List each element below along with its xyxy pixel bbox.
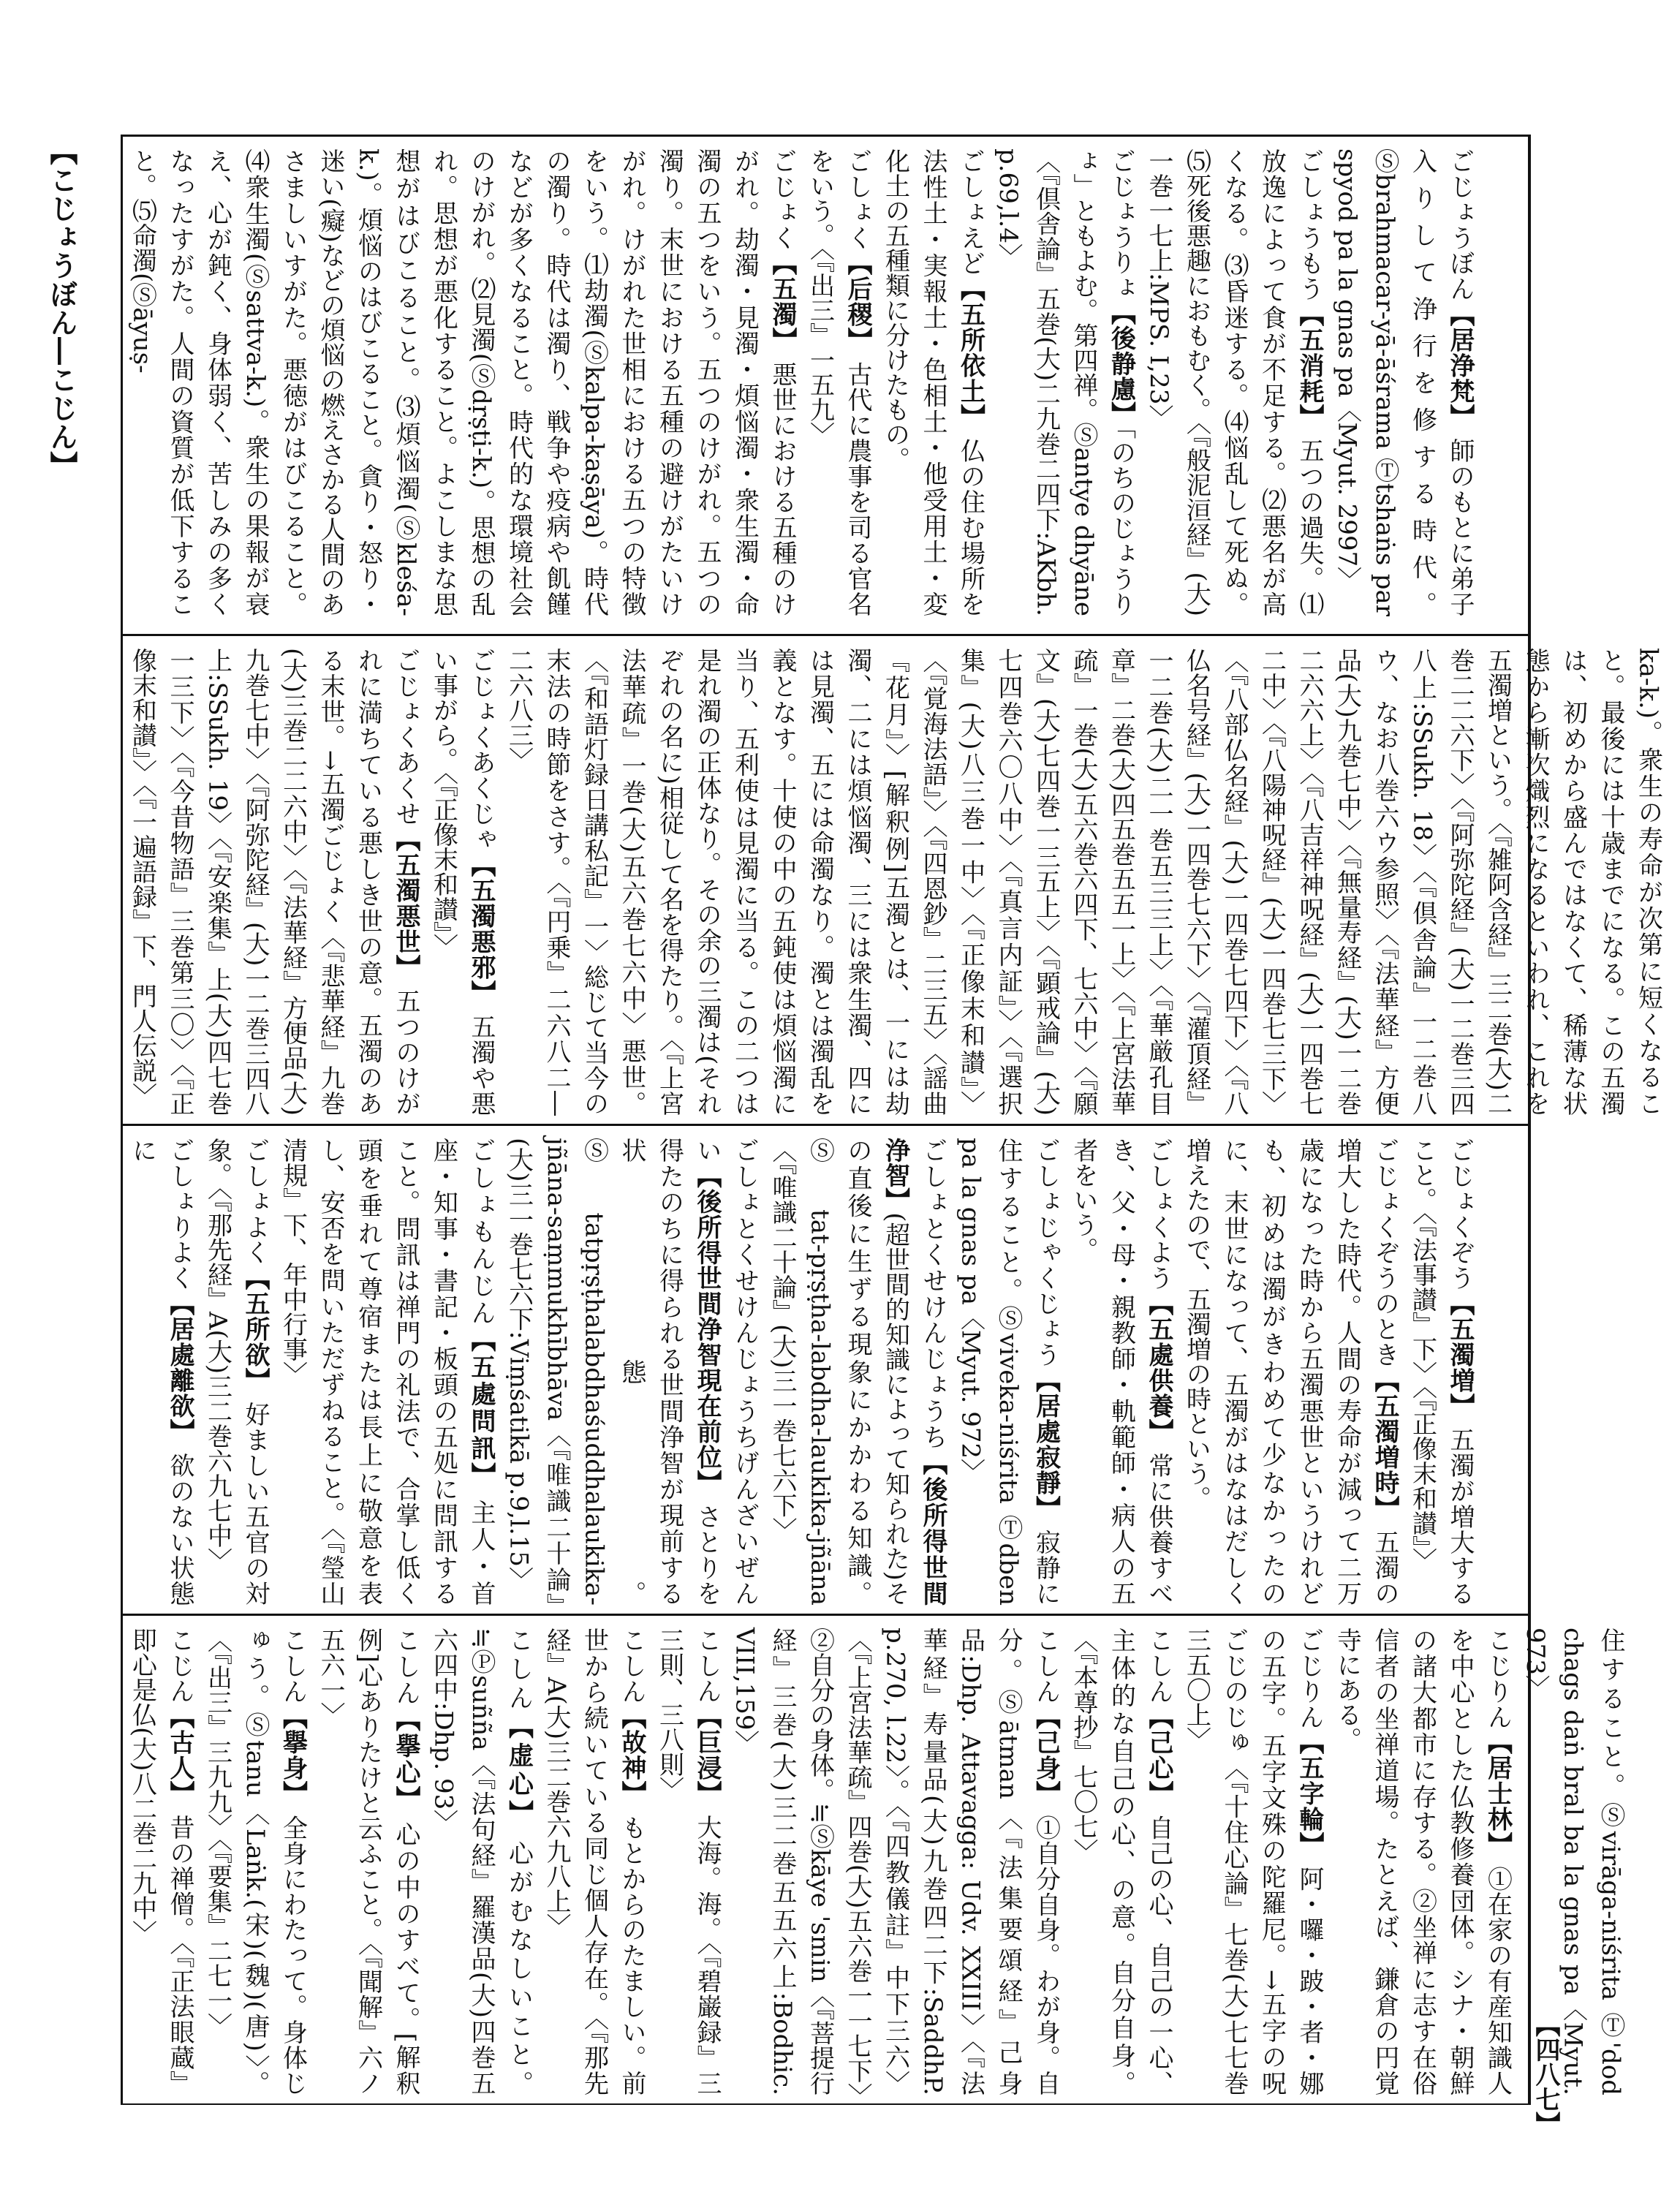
entry-kanji: 【擧心】 <box>391 1706 420 1812</box>
entry-kanji: 【居浄梵】 <box>1445 301 1475 430</box>
dictionary-entry <box>123 1627 198 2095</box>
entry-headword: ごじょくあくせ <box>391 648 420 827</box>
dictionary-entry <box>989 148 1140 616</box>
page-number: 【四八七】 <box>1531 2012 1560 2136</box>
entry-headword: ごしょよく <box>241 1138 270 1266</box>
entry-kanji: 【后稷】 <box>843 250 872 353</box>
entry-kanji: 【五所依土】 <box>956 276 985 430</box>
entry-body: 阿・囉・跛・者・娜の五字。五字文殊の陀羅尼。→五字の呪ごじのじゅ〈『十住心論』七巻(大)七七巻三五〇上〉 <box>1181 1627 1324 2096</box>
entry-kanji: 【五處供養】 <box>1144 1290 1173 1445</box>
entry-headword: ごじょくぞうのとき <box>1370 1138 1399 1368</box>
dictionary-entry <box>951 1138 1064 1606</box>
entry-body: 五つのけがれに満ちている悪しき世の意。五濁のある末世。→五濁ごじょく〈『悲華経』九巻(大)三巻二二六中〉〈『法華経』方便品(大)九巻七中〉〈『阿弥陀経』(大)一二巻三四八上:SSukh. 19〉〈『安楽集』上(大)四七巻一三下〉〈『今昔物語』三巻第三〇〉〈『正像末和讃』〉〈『一遍語録』下、門人伝説〉 <box>127 648 420 1116</box>
entry-headword: ごじょくあくじゃ <box>466 648 496 852</box>
entry-kanji: 【後静慮】 <box>1106 300 1136 427</box>
entry-kanji: 【五濁】 <box>768 250 797 353</box>
entry-body: 心がむなしいこと。≒Ⓟsuñña〈『法句経』羅漢品(大)四巻五六四中:Dhp. 93〉 <box>428 1627 534 2096</box>
entry-kanji: 【五所欲】 <box>241 1265 270 1394</box>
entry-kanji: 【擧身】 <box>278 1704 308 1807</box>
dictionary-entry <box>725 1627 1064 2095</box>
entry-headword: こしん <box>504 1627 534 1714</box>
entry-body: さとりを得たのちに得られる世間浄智が現前する状態。Ⓢtatpṛṣṭhalabdhaśuddhalaukika-jñāna-saṃmukhībhāva〈『唯識二十論』(大)三一巻七六下:Viṃśatikā p.9,l.15〉 <box>504 1138 722 1606</box>
dictionary-entry <box>1064 1627 1178 2095</box>
entry-body: 仏の住む場所を法性土・実報土・色相土・他受用土・変化土の五種類に分けたもの。 <box>880 148 985 617</box>
entry-kanji: 【巨浸】 <box>692 1704 722 1807</box>
entry-body: 悪世における五種のけがれ。劫濁・見濁・煩悩濁・衆生濁・命濁の五つをいう。五つのけがれ。五つの濁り。末世における五種の避けがたいけがれ。けがれた世相における五つの特徴をいう。⑴劫濁(Ⓢkalpa-kaṣāya)。時代の濁り。時代は濁り、戦争や疫病や飢饉などが多くなること。時代的な環境社会のけがれ。⑵見濁(Ⓢdṛṣṭi-k.)。思想の乱れ。思想が悪化すること。よこしまな思想がはびこること。⑶煩悩濁(Ⓢkleśa-k.)。煩悩のはびこること。貪り・怒り・迷い(癡)などの煩悩の燃えさかる人間のあさましいすがた。悪徳がはびこること。⑷衆生濁(Ⓢsattva-k.)。衆生の果報が衰え、心が鈍く、身体弱く、苦しみの多くなったすがた。人間の資質が低下すること。⑸命濁(Ⓢāyuṣ- <box>127 148 797 617</box>
entry-body: 欲のない状態に <box>127 1138 194 1606</box>
entry-headword: こじりん <box>1483 1627 1513 1730</box>
entry-body: 師のもとに弟子入りして浄行を修する時代。Ⓢbrahmacar-yā-āśrama Ⓣtshaṅs par spyod pa la gnas pa〈Myut. 2997〉 <box>1332 148 1475 617</box>
entry-body: (超世間的知識によって知られた)その直後に生ずる現象にかかわる知識。Ⓢtat-pṛṣṭha-labdha-laukika-jñāna〈『唯識二十論』(大)三一巻七六下〉 <box>768 1138 910 1606</box>
entry-body: もとからのたましい。前世から続いている同じ個人存在。〈『那先経』A(大)三二巻六九八上〉 <box>542 1627 646 2096</box>
dictionary-entry <box>499 1138 763 1606</box>
dictionary-entry <box>123 648 424 1116</box>
entry-body: 五濁が増大すること。〈『法事讃』下〉〈『正像末和讃』〉 <box>1407 1138 1475 1606</box>
running-head: 【こじょうぼん―こじん】 <box>45 137 78 480</box>
text-section-1 <box>123 137 1528 622</box>
entry-body: 常に供養すべき、父・母・親教師・軌範師・病人の五者をいう。 <box>1069 1138 1173 1606</box>
dictionary-entry <box>1328 148 1478 616</box>
entry-kanji: 【五濁増時】 <box>1370 1367 1399 1521</box>
entry-body: 全身にわたって。身体じゅう。Ⓢtanu〈Laṅk.(宋)(魏)(唐)〉。〈『出三』三九九〉〈『要集』二七一〉 <box>203 1627 308 2096</box>
text-section-2 <box>123 634 1663 1122</box>
column-block <box>123 1126 1491 1606</box>
entry-headword: こじん <box>165 1627 194 1704</box>
entry-body: ①自分自身。わが身。自分。Ⓢātman〈『法集要頌経』己身品:Dhp. Attavagga: Udv. XXIII〉〈『法華経』寿量品(大)九巻四二下:SaddhP. p.270, l.22〉。〈『四教儀註』中下三六〉〈『上宮法華疏』四巻(大)五六巻一一七下〉②自分の身体。≒Ⓢkāye 'smin〈『菩提行経』三巻(大)三二巻五五六上:Bodhic. VIII,159〉 <box>730 1627 1061 2096</box>
column-block <box>123 137 1491 616</box>
entry-headword: こしん <box>1144 1627 1173 1704</box>
dictionary-entry <box>1403 1138 1478 1606</box>
entry-kanji: 【虚心】 <box>504 1713 534 1829</box>
dictionary-entry <box>650 1627 725 2095</box>
dictionary-entry <box>1064 1138 1178 1606</box>
entry-kanji: 【五字輪】 <box>1295 1729 1324 1858</box>
entry-body: 「のちのじょうりょ」ともよむ。第四禅。Ⓢantye dhyāne〈『倶舎論』五巻(大)二九巻二四下:AKbh. p.69,l.4〉 <box>994 148 1136 617</box>
entry-kanji: 【居處寂靜】 <box>1031 1367 1061 1521</box>
entry-kanji: 【後所得世間浄智現在前位】 <box>692 1162 722 1496</box>
entry-headword: ごしょもんじん <box>466 1138 496 1328</box>
dictionary-entry <box>123 1138 198 1606</box>
entry-continuation <box>499 648 1667 1116</box>
entry-kanji: 【五濁増】 <box>1445 1290 1475 1419</box>
dictionary-entry <box>1140 148 1328 616</box>
entry-headword: ごしょじゃくじょう <box>1031 1138 1061 1368</box>
dictionary-entry <box>198 1627 311 2095</box>
column-block <box>123 1616 1642 2095</box>
dictionary-entry <box>311 1627 425 2095</box>
dictionary-entry <box>424 1627 537 2095</box>
entry-kanji: 【五處問訊】 <box>466 1327 496 1490</box>
dictionary-entry <box>1177 1627 1328 2095</box>
dictionary-entry <box>123 148 801 616</box>
entry-headword: ごじょうりょ <box>1106 148 1136 300</box>
dictionary-entry <box>801 148 876 616</box>
entry-kanji: 【己身】 <box>1031 1704 1061 1807</box>
entry-headword: ごしょくよう <box>1144 1138 1173 1291</box>
entry-body: 好ましい五官の対象。〈『那先経』A(大)三二巻六九七中〉 <box>203 1138 270 1606</box>
entry-headword: こしん <box>692 1627 722 1704</box>
entry-headword: こしん <box>1031 1627 1061 1704</box>
entry-body: ka-k.)。衆生の寿命が次第に短くなること。最後には十歳までになる。この五濁は、初めから盛んではなくて、稀薄な状態から漸次熾烈になるといわれ、これを五濁増という。〈『雑阿含経』三二巻(大)二巻二二六下〉〈『阿弥陀経』(大)一二巻三四八上:SSukh. 18〉〈『倶舎論』一二巻八ウ、なお八巻六ウ参照〉〈『法華経』方便品(大)九巻七中〉〈『無量寿経』(大)一二巻二六六上〉〈『八吉祥神呪経』(大)一四巻七二中〉〈『八陽神呪経』(大)一四巻七三下〉〈『八部仏名経』(大)一四巻七四下〉〈『八仏名号経』(大)一四巻七六下〉〈『灌頂経』一二巻(大)二一巻五三三上〉〈『華厳孔目章』二巻(大)四五巻五五一上〉〈『上宮法華疏』一巻(大)五六巻六四下、七六中〉〈『願文』(大)七四巻一三五上〉〈『顕戒論』(大)七四巻六〇八中〉〈『真言内証』〉〈『選択集』(大)八三巻一中〉〈『正像末和讃』〉〈『覚海法語』〉〈『四恩鈔』二三五〉〈謡曲『花月』〉[解釈例]五濁とは、一には劫濁、二には煩悩濁、三には衆生濁、四には見濁、五には命濁なり。濁とは濁乱を義となす。十使の中の五鈍使は煩悩濁に当り、五利使は見濁に当る。この二つは是れ濁の正体なり。その余の三濁は(それぞれの名に)相従して名を得たり。〈『上宮法華疏』一巻(大)五六巻七六中〉悪世。〈『和語灯録日講私記』一〉総じて当今の末法の時節をさす。〈『円乗』二六八二―二六八三〉 <box>504 648 1663 1116</box>
dictionary-entry <box>876 148 989 616</box>
entry-kanji: 【古人】 <box>165 1704 194 1807</box>
entry-headword: ごじりん <box>1295 1627 1324 1730</box>
entry-body: 主人・首座・知事・書記・板頭の五処に問訊すること。問訊は禅門の礼法で、合掌し低く頭を垂れて尊宿または長上に敬意を表し、安否を問いただずねること。〈『瑩山清規』下、年中行事〉 <box>278 1138 496 1606</box>
entry-headword: ごしょく <box>843 148 872 251</box>
entry-body: 寂静に住すること。Ⓢviveka-niśrita Ⓣdben pa la gnas pa〈Myut. 972〉 <box>956 1138 1061 1606</box>
entry-body: ①在家の有産知識人を中心とした仏教修養団体。シナ・朝鮮の諸大都市に存する。②坐禅に志す在俗信者の坐禅道場。たとえば、鎌倉の円覚寺にある。 <box>1332 1627 1513 2096</box>
entry-headword: ごしょりよく <box>165 1138 194 1291</box>
entry-body: 心の中のすべて。[解釈例]心ありたけと云ふこと。〈『聞解』六ノ五六一〉 <box>316 1627 420 2096</box>
entry-kanji: 【己心】 <box>1144 1704 1173 1807</box>
text-section-3 <box>123 1124 1528 1611</box>
dictionary-entry <box>273 1138 499 1606</box>
entry-kanji: 【五濁悪邪】 <box>466 852 496 1006</box>
entry-headword: ごじょくぞう <box>1445 1138 1475 1291</box>
dictionary-entry <box>1328 1627 1516 2095</box>
entry-kanji: 【五消耗】 <box>1295 301 1324 430</box>
entry-body: 五濁の増大した時代。人間の寿命が減って二万歳になった時から五濁悪世というけれども、初めは濁がきわめて少なかったのに、末世になって、五濁がはなはだしく増えたので、五濁増の時という。 <box>1181 1138 1399 1606</box>
entry-kanji: 【故神】 <box>617 1704 646 1807</box>
entry-body: 五濁や悪い事がら。〈『正像末和讃』〉 <box>428 648 496 1116</box>
entry-headword: ごしょえど <box>956 148 985 276</box>
entry-continuation <box>1516 1627 1630 2095</box>
entry-headword: ごしょうもう <box>1295 148 1324 302</box>
entry-headword: ごしょとくせけんじょうち <box>918 1138 947 1451</box>
dictionary-entry <box>198 1138 273 1606</box>
dictionary-entry <box>424 648 499 1116</box>
dictionary-entry <box>537 1627 651 2095</box>
entry-kanji: 【後所得世間浄智】 <box>880 1138 947 1606</box>
entry-body: 古代に農事を司る官名をいう。〈『出三』一五九〉 <box>805 148 872 617</box>
column-block <box>123 636 1680 1116</box>
dictionary-entry <box>1177 1138 1403 1606</box>
entry-headword: ごじょく <box>768 148 797 251</box>
entry-body: 自己の心、自己の一心、主体的な自己の心、の意。自分自身。〈『本尊抄』七〇七〉 <box>1069 1627 1173 2096</box>
entry-kanji: 【五濁悪世】 <box>391 826 420 980</box>
dictionary-entry <box>763 1138 952 1606</box>
entry-headword: こしん <box>617 1627 646 1704</box>
entry-body: 住すること。Ⓢvirāga-niśrita Ⓣ'dod chags daṅ bral ba la gnas pa〈Myut. 973〉 <box>1521 1627 1625 2095</box>
entry-headword: こしん <box>391 1627 420 1707</box>
entry-body: 大海。海。〈『碧巌録』三三則、三八則〉 <box>654 1627 722 2096</box>
entry-headword: ごじょうぼん <box>1445 148 1475 302</box>
entry-headword: こしん <box>278 1627 308 1704</box>
entry-headword: ごしょとくせけんじょうちげんざいぜんい <box>692 1138 760 1606</box>
entry-body: 五つの過失。⑴放逸によって食が不足する。⑵悪名が高くなる。⑶昏迷する。⑷悩乱して死ぬ。⑸死後悪趣におもむく。〈『般泥洹経』(大)一巻一七上:MPS. I,23〉 <box>1144 148 1324 617</box>
entry-kanji: 【居處離欲】 <box>165 1290 194 1445</box>
entry-kanji: 【居士林】 <box>1483 1729 1513 1858</box>
entry-body: 昔の禅僧。〈『正法眼蔵』即心是仏(大)八二巻二九中〉 <box>127 1627 194 2096</box>
